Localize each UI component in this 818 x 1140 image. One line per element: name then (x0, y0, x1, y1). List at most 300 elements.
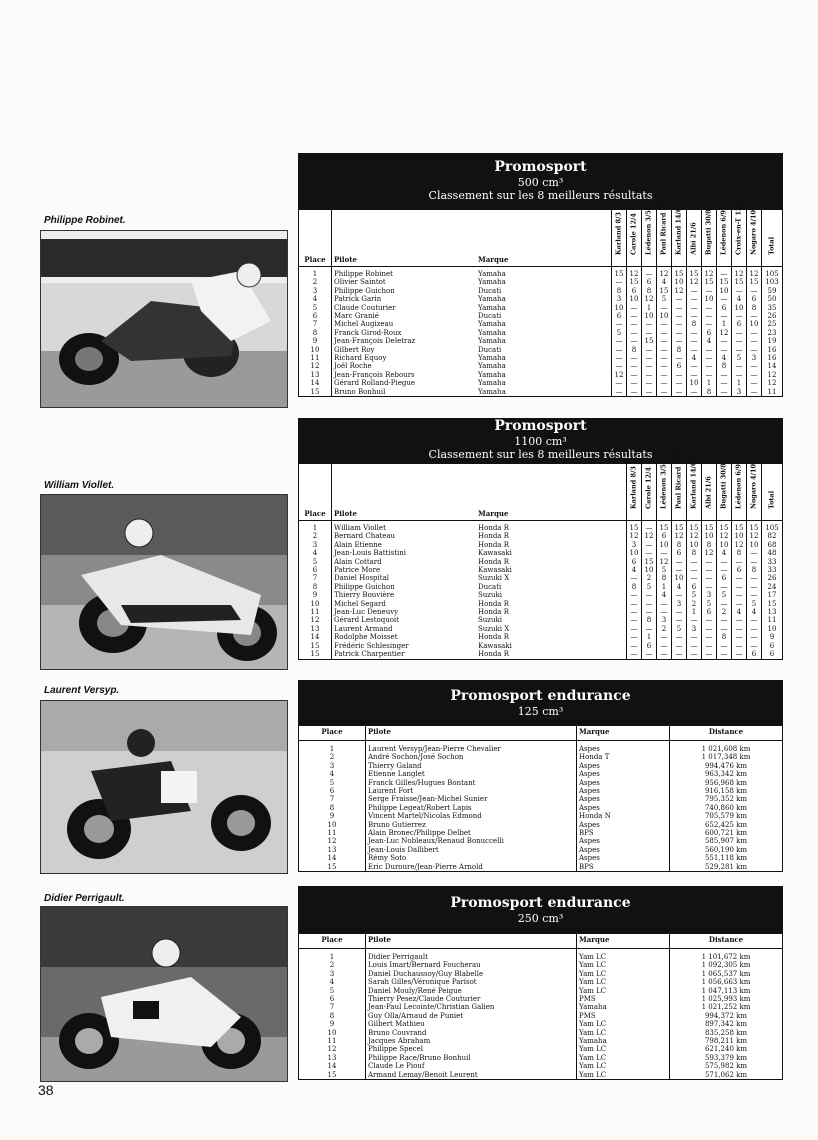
cell-score: 6 (732, 566, 747, 574)
cell-pilote: Michel Augizeau (334, 320, 394, 329)
cell-score: 8 (672, 541, 687, 549)
cell-pilote: Gilbert Roy (334, 345, 375, 354)
cell-pilote: William Viollet (334, 524, 386, 532)
table-row (299, 616, 782, 624)
cell-score: 15 (747, 521, 762, 533)
cell-place: 14 (327, 854, 337, 863)
cell-distance: 1 065,537 km (670, 970, 783, 978)
table-header (298, 418, 783, 464)
cell-score: — (687, 304, 702, 312)
race-label: Karland 14/6 (689, 461, 698, 509)
cell-marque: Yamaha (478, 270, 506, 278)
cell-score: — (627, 371, 642, 379)
cell-score: — (702, 616, 717, 624)
cell-score: — (627, 320, 642, 328)
cell-score: 6 (717, 574, 732, 582)
cell-score: 1 (642, 633, 657, 641)
cell-distance: 994,372 km (670, 1012, 783, 1020)
cell-score: — (702, 625, 717, 633)
cell-score: 15 (627, 521, 642, 533)
cell-place: 12 (299, 616, 332, 624)
cell-score: 10 (762, 625, 783, 633)
table-header (298, 680, 783, 726)
cell-score: — (657, 633, 672, 641)
cell-pilote: Laurent Fort (366, 787, 577, 795)
cell-score: — (747, 616, 762, 624)
race-label: Bugatti 30/8 (704, 209, 713, 255)
cell-score: — (747, 583, 762, 591)
cell-place: 8 (329, 1011, 335, 1020)
cell-score: — (672, 616, 687, 624)
cell-score: 12 (672, 287, 687, 295)
cell-distance: 916,158 km (670, 787, 783, 795)
table-row (299, 354, 782, 362)
cell-distance: 1 092,305 km (670, 961, 783, 969)
cell-place: 14 (299, 379, 332, 387)
cell-score: — (642, 371, 657, 379)
cell-score: 8 (732, 549, 747, 557)
cell-score: 4 (672, 583, 687, 591)
cell-score: 12 (732, 267, 747, 279)
cell-pilote: Alain Cottard (334, 557, 382, 566)
cell-score: 5 (687, 591, 702, 599)
cell-score: 4 (702, 337, 717, 345)
cell-score: — (702, 650, 717, 658)
cell-score: — (702, 287, 717, 295)
cell-score: 15 (642, 337, 657, 345)
cell-score: 35 (762, 304, 783, 312)
cell-score: 8 (612, 287, 627, 295)
cell-score: 5 (657, 566, 672, 574)
cell-marque: Yam LC (577, 1071, 670, 1079)
cell-score: 10 (717, 541, 732, 549)
race-label: Carole 12/4 (629, 213, 638, 255)
cell-distance: 740,860 km (670, 804, 783, 812)
table-row (299, 566, 782, 574)
cell-pilote: Daniel Duchaussoy/Guy Blabelle (366, 970, 577, 978)
cell-score: — (612, 278, 627, 286)
cell-place: 8 (299, 583, 332, 591)
col-distance: Distance (670, 934, 783, 949)
cell-place: 13 (299, 625, 332, 633)
cell-place: 11 (327, 829, 337, 838)
cell-score: — (747, 346, 762, 354)
cell-score: — (687, 362, 702, 370)
cell-score: 8 (717, 362, 732, 370)
cell-score: — (642, 650, 657, 658)
cell-score: 4 (747, 608, 762, 616)
cell-pilote: Eric Duroure/Jean-Pierre Arnold (366, 863, 577, 871)
cell-place: 4 (299, 295, 332, 303)
col-total (762, 464, 783, 521)
table-title: Promosport endurance (450, 688, 631, 704)
cell-marque: Suzuki X (478, 624, 510, 633)
table-row (299, 846, 782, 854)
cell-pilote: Jean-Luc Nobleaux/Renaud Bonuccelli (366, 837, 577, 845)
race-label: Carole 12/4 (644, 467, 653, 509)
cell-score: 6 (747, 295, 762, 303)
cell-score: 12 (702, 549, 717, 557)
cell-marque: Yamaha (478, 295, 506, 304)
cell-score: — (627, 362, 642, 370)
cell-pilote: Didier Perrigault (366, 949, 577, 962)
cell-score: — (687, 295, 702, 303)
cell-pilote: Armand Lemay/Benoit Leurent (366, 1071, 577, 1079)
cell-place: 11 (299, 354, 332, 362)
cell-score: 12 (657, 267, 672, 279)
cell-score: 13 (762, 608, 783, 616)
col-race (702, 464, 717, 521)
cell-marque: PMS (577, 1012, 670, 1020)
cell-pilote: Jean-Louis Dallibert (366, 846, 577, 854)
cell-place: 8 (299, 329, 332, 337)
cell-pilote: Philippe Guichon (334, 582, 395, 591)
cell-score: 4 (657, 591, 672, 599)
cell-pilote: Gilbert Mathieu (366, 1020, 577, 1028)
cell-score: — (717, 371, 732, 379)
cell-score: — (642, 354, 657, 362)
cell-place: 9 (299, 591, 332, 599)
cell-score: — (747, 549, 762, 557)
cell-marque: Honda R (478, 599, 509, 608)
cell-marque: Ducati (478, 345, 502, 354)
cell-score: — (642, 388, 657, 396)
cell-place: 4 (329, 770, 335, 779)
cell-score: 3 (687, 625, 702, 633)
cell-score: — (717, 566, 732, 574)
cell-score: — (747, 558, 762, 566)
cell-marque: Yam LC (577, 1029, 670, 1037)
photo-laurent-versyp (40, 700, 288, 874)
cell-score: — (657, 371, 672, 379)
cell-score: 16 (762, 346, 783, 354)
cell-pilote: Philippe Specel (366, 1045, 577, 1053)
cell-score: 6 (612, 312, 627, 320)
col-race (732, 199, 747, 267)
cell-score: — (627, 625, 642, 633)
cell-place: 12 (327, 1045, 337, 1054)
table-row (299, 821, 782, 829)
header-row (299, 210, 782, 267)
table-subtitle: 250 cm³ (517, 912, 564, 925)
cell-marque: Suzuki (478, 591, 502, 600)
table-row (299, 346, 782, 354)
cell-marque: Honda R (478, 650, 509, 659)
cell-score: 5 (642, 583, 657, 591)
cell-place: 7 (299, 320, 332, 328)
cell-place: 9 (329, 812, 335, 821)
col-race (732, 464, 747, 521)
cell-score: 10 (702, 532, 717, 540)
col-race (642, 464, 657, 521)
cell-score: 2 (687, 600, 702, 608)
cell-pilote: Thierry Galand (366, 762, 577, 770)
cell-pilote: Alain Bronec/Philippe Delbet (366, 829, 577, 837)
cell-score: 12 (732, 541, 747, 549)
cell-pilote: Gérard Rolland-Piegue (334, 379, 416, 388)
col-race (717, 210, 732, 267)
cell-pilote: Franck Gilles/Hugues Bontant (366, 779, 577, 787)
cell-score: — (747, 329, 762, 337)
cell-place: 10 (327, 1028, 337, 1037)
cell-distance: 600,721 km (670, 829, 783, 837)
cell-score: 8 (747, 304, 762, 312)
cell-distance: 1 025,993 km (670, 995, 783, 1003)
table-row (299, 741, 782, 754)
cell-marque: Yam LC (577, 1020, 670, 1028)
cell-score: — (657, 329, 672, 337)
cell-score: 10 (732, 304, 747, 312)
cell-marque: Aspes (577, 804, 670, 812)
race-label: Nogaro 4/10 (749, 210, 758, 255)
cell-score: 5 (732, 354, 747, 362)
cell-score: 8 (702, 388, 717, 396)
col-distance: Distance (670, 726, 783, 741)
cell-score: 8 (747, 566, 762, 574)
table-row (299, 278, 782, 286)
col-pilote: Pilote (334, 254, 357, 264)
cell-score: — (747, 362, 762, 370)
cell-score: — (627, 591, 642, 599)
cell-score: — (642, 320, 657, 328)
cell-place: 12 (327, 837, 337, 846)
table-row (299, 371, 782, 379)
cell-place: 15 (327, 862, 337, 871)
cell-score: — (657, 608, 672, 616)
cell-score: — (687, 329, 702, 337)
table-row (299, 995, 782, 1003)
cell-score: 15 (612, 267, 627, 279)
cell-marque: Yam LC (577, 1062, 670, 1070)
cell-score: — (657, 642, 672, 650)
col-place: Place (299, 210, 332, 267)
table-row (299, 762, 782, 770)
cell-score: 5 (717, 591, 732, 599)
col-pilote: Pilote (334, 508, 357, 518)
cell-score: 5 (747, 600, 762, 608)
endurance-table (299, 726, 782, 871)
cell-distance: 621,240 km (670, 1045, 783, 1053)
cell-pilote: Vincent Martel/Nicolas Edmond (366, 812, 577, 820)
cell-score: — (732, 337, 747, 345)
cell-distance: 560,190 km (670, 846, 783, 854)
cell-marque: Honda R (478, 633, 509, 642)
cell-place: 11 (327, 1037, 337, 1046)
cell-place: 1 (329, 953, 335, 961)
cell-score: — (642, 541, 657, 549)
cell-score: — (732, 312, 747, 320)
table-row (299, 532, 782, 540)
cell-pilote: Guy Olla/Arnaud de Puniet (366, 1012, 577, 1020)
race-label: Croix-en-T 13/9 (734, 199, 743, 255)
cell-score: 19 (762, 337, 783, 345)
cell-pilote: Philippe Legeat/Robert Lapis (366, 804, 577, 812)
cell-score: — (627, 388, 642, 396)
cell-score: — (687, 633, 702, 641)
cell-place: 6 (329, 787, 335, 796)
cell-score: 50 (762, 295, 783, 303)
table-row (299, 1037, 782, 1045)
cell-score: 6 (762, 650, 783, 658)
col-place: Place (299, 464, 332, 521)
cell-score: — (672, 642, 687, 650)
cell-marque: Honda N (577, 812, 670, 820)
cell-score: — (687, 312, 702, 320)
cell-score: — (702, 304, 717, 312)
cell-score: 3 (732, 388, 747, 396)
cell-distance: 575,982 km (670, 1062, 783, 1070)
cell-score: 26 (762, 574, 783, 582)
race-label: Paul Ricard 8/6 (674, 452, 683, 509)
cell-pilote: André Sochon/José Sochon (366, 753, 577, 761)
cell-score: — (702, 312, 717, 320)
cell-pilote: Patrick Garin (334, 295, 382, 304)
cell-score: — (732, 346, 747, 354)
cell-score: 17 (762, 591, 783, 599)
cell-pilote: Frédéric Schlesinger (334, 641, 409, 650)
cell-pilote: Laurent Versyp/Jean-Pierre Chevalier (366, 741, 577, 754)
cell-pilote: Claude Le Piouf (366, 1062, 577, 1070)
cell-marque: Aspes (577, 762, 670, 770)
cell-score: — (672, 379, 687, 387)
cell-score: 11 (762, 616, 783, 624)
table-title: Promosport endurance (450, 895, 631, 911)
col-race (627, 464, 642, 521)
table-row (299, 1003, 782, 1011)
cell-place: 10 (299, 600, 332, 608)
total-label: Total (767, 236, 776, 255)
cell-score: — (732, 625, 747, 633)
cell-score: 10 (687, 379, 702, 387)
cell-place: 15 (327, 1070, 337, 1079)
table-row (299, 320, 782, 328)
results-table (298, 198, 783, 397)
table-subtitle: 125 cm³ (517, 705, 564, 718)
cell-distance: 1 017,348 km (670, 753, 783, 761)
cell-pilote: Louis Imart/Bernard Foucherau (366, 961, 577, 969)
cell-pilote: Michel Segard (334, 599, 386, 608)
cell-score: — (642, 329, 657, 337)
cell-score: — (627, 616, 642, 624)
cell-score: — (657, 379, 672, 387)
cell-score: — (702, 346, 717, 354)
cell-score: 15 (672, 267, 687, 279)
cell-score: — (672, 591, 687, 599)
cell-pilote: Philippe Race/Bruno Bonhuil (366, 1054, 577, 1062)
cell-score: 10 (732, 532, 747, 540)
table-row (299, 287, 782, 295)
race-label: Karland 14/6 (674, 207, 683, 255)
cell-pilote: Philippe Guichon (334, 286, 395, 295)
photo-william-viollet (40, 494, 288, 670)
cell-score: — (672, 566, 687, 574)
cell-score: 6 (732, 320, 747, 328)
cell-score: 15 (687, 521, 702, 533)
table-row (299, 591, 782, 599)
cell-marque: Aspes (577, 854, 670, 862)
cell-pilote: Jean-Paul Lecointe/Christian Galien (366, 1003, 577, 1011)
cell-score: — (627, 574, 642, 582)
cell-score: — (687, 388, 702, 396)
cell-place: 3 (299, 541, 332, 549)
cell-score: 5 (657, 295, 672, 303)
col-race (657, 464, 672, 521)
cell-place: 1 (299, 267, 332, 279)
cell-score: — (747, 287, 762, 295)
cell-marque: Kawasaki (478, 549, 512, 558)
cell-score: 10 (657, 541, 672, 549)
cell-score: 4 (627, 566, 642, 574)
cell-score: — (672, 388, 687, 396)
cell-score: — (627, 633, 642, 641)
cell-score: 6 (702, 608, 717, 616)
cell-pilote: Patrick Charpentier (334, 650, 405, 659)
cell-score: 6 (642, 278, 657, 286)
cell-distance: 529,281 km (670, 863, 783, 871)
results-table (298, 726, 783, 872)
cell-distance: 835,258 km (670, 1029, 783, 1037)
race-label: Nogaro 4/10 (749, 464, 758, 509)
cell-place: 5 (329, 986, 335, 995)
cell-marque: Aspes (577, 741, 670, 754)
cell-score: — (612, 337, 627, 345)
cell-score: — (702, 320, 717, 328)
cell-score: 23 (762, 329, 783, 337)
cell-score: — (627, 312, 642, 320)
cell-score: — (657, 600, 672, 608)
col-race (657, 198, 672, 267)
table-title: Promosport (494, 159, 587, 175)
cell-score: 12 (747, 267, 762, 279)
cell-marque: Yamaha (478, 303, 506, 312)
cell-score: 4 (732, 295, 747, 303)
cell-score: — (702, 642, 717, 650)
cell-pilote: Patrice More (334, 566, 381, 575)
cell-score: — (627, 650, 642, 658)
cell-score: — (642, 549, 657, 557)
cell-pilote: Gérard Lestoquoit (334, 616, 399, 625)
cell-score: 9 (762, 633, 783, 641)
cell-distance: 585,907 km (670, 837, 783, 845)
cell-score: — (732, 591, 747, 599)
cell-score: — (657, 362, 672, 370)
cell-marque: Yam LC (577, 978, 670, 986)
cell-score: 10 (672, 574, 687, 582)
photo-philippe-robinet (40, 230, 288, 408)
cell-score: — (672, 633, 687, 641)
cell-score: 12 (642, 295, 657, 303)
cell-score: — (687, 371, 702, 379)
cell-marque: Kawasaki (478, 641, 512, 650)
col-race (612, 210, 627, 267)
col-race (687, 461, 702, 521)
cell-score: — (717, 583, 732, 591)
cell-distance: 593,379 km (670, 1054, 783, 1062)
table-row (299, 770, 782, 778)
cell-score: 2 (657, 625, 672, 633)
cell-pilote: Olivier Saintot (334, 278, 386, 287)
cell-score: — (672, 329, 687, 337)
cell-pilote: Jean-François Deletraz (334, 337, 416, 346)
col-race (747, 210, 762, 267)
cell-score: 10 (687, 541, 702, 549)
cell-place: 2 (299, 532, 332, 540)
cell-score: — (717, 600, 732, 608)
cell-score: 1 (657, 583, 672, 591)
cell-pilote: Rémy Soto (366, 854, 577, 862)
cell-score: — (732, 362, 747, 370)
cell-score: 10 (702, 295, 717, 303)
